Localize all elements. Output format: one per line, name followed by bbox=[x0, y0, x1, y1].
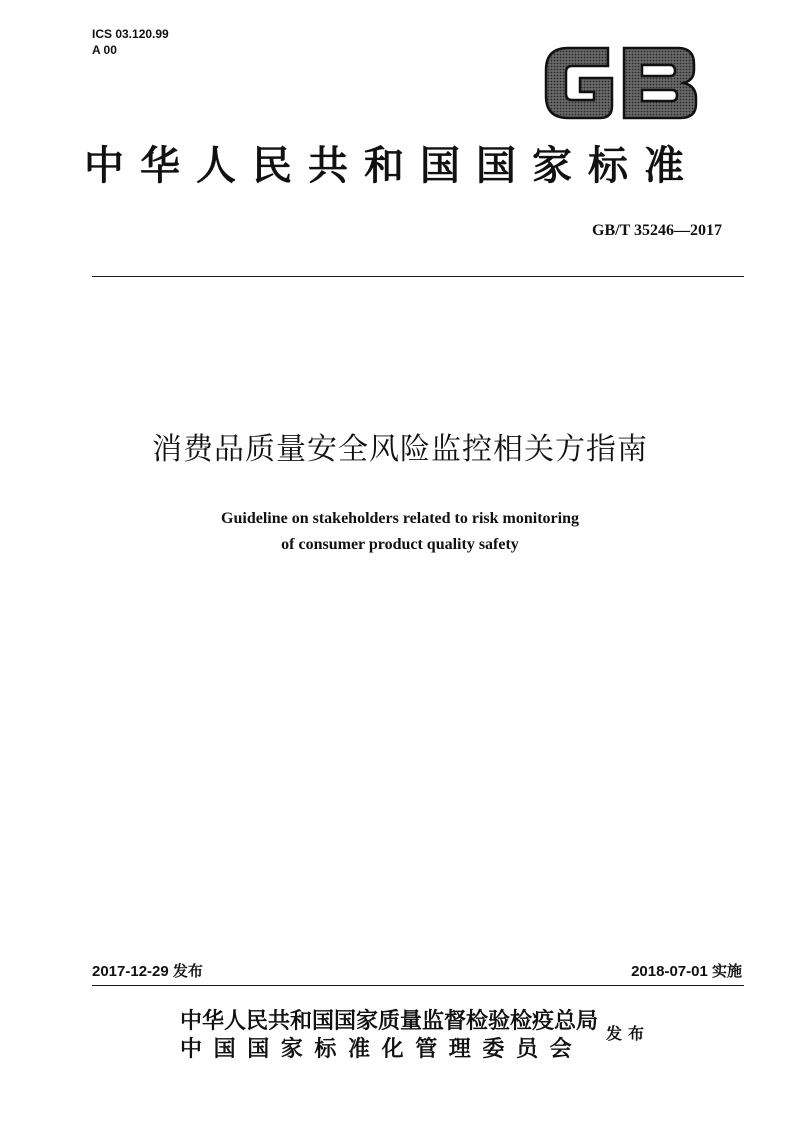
national-standard-heading: 中华人民共和国国家标准 bbox=[84, 142, 700, 189]
document-title-english bbox=[0, 506, 800, 558]
publish-label: 发布 bbox=[606, 1024, 651, 1043]
gb-logo bbox=[538, 38, 702, 128]
english-title-line-1: Guideline on stakeholders related to risk monitoring bbox=[221, 510, 579, 527]
issuer-aqsiq: 中华人民共和国国家质量监督检验检疫总局 bbox=[180, 1009, 599, 1034]
top-divider bbox=[92, 276, 744, 277]
ics-code: ICS 03.120.99 bbox=[92, 27, 169, 41]
implementation-date: 2018-07-01 实施 bbox=[631, 963, 742, 980]
ccs-code: A 00 bbox=[92, 43, 117, 57]
issuer-sac: 中国国家标准化管理委员会 bbox=[180, 1037, 584, 1062]
document-title-chinese: 消费品质量安全风险监控相关方指南 bbox=[152, 432, 648, 467]
issue-date: 2017-12-29 发布 bbox=[92, 963, 203, 980]
standard-number: GB/T 35246—2017 bbox=[592, 222, 722, 239]
classification-codes bbox=[92, 26, 169, 58]
bottom-divider bbox=[92, 985, 744, 986]
english-title-line-2: of consumer product quality safety bbox=[281, 536, 519, 553]
issuing-authorities bbox=[180, 1008, 598, 1064]
